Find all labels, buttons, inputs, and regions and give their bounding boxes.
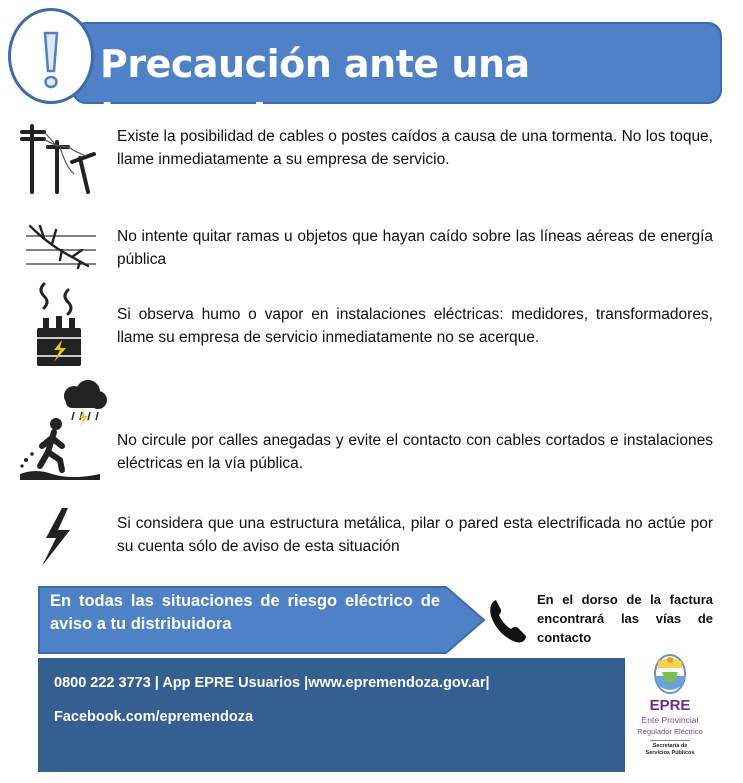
logo-divider: [650, 740, 690, 741]
phone-icon: [488, 598, 528, 644]
fallen-branch-icon: [22, 220, 98, 270]
epre-logo: [628, 650, 718, 770]
lightning-bolt-icon: [36, 506, 76, 568]
safety-item-text: Existe la posibilidad de cables o postes caídos a causa de una tormenta. No los toque, llame inmediatamente a su empresa de servicio.: [117, 128, 713, 168]
person-in-flood-storm-icon: [16, 380, 108, 484]
shield-emblem-icon: [652, 652, 688, 696]
contact-note: En el dorso de la factura encontrará las vías de contacto: [537, 592, 713, 645]
exclamation-icon: [11, 11, 91, 101]
page-title: Precaución ante una tormenta: [100, 42, 530, 138]
logo-subtitle: Ente Provincial: [641, 715, 699, 725]
safety-item-text: Si observa humo o vapor en instalaciones eléctricas: medidores, transformadores, llame su empresa de servicio inmediatamente no se acerque.: [117, 306, 713, 346]
logo-name: EPRE: [649, 697, 691, 714]
warning-badge: [8, 8, 94, 104]
safety-item-text: No intente quitar ramas u objetos que hayan caído sobre las líneas aéreas de energía pública: [117, 228, 713, 268]
utility-poles-icon: [16, 122, 106, 196]
logo-subtitle: Regulador Eléctrico: [637, 727, 703, 736]
logo-secretariat: Secretaría de: [652, 743, 688, 749]
safety-item-text: No circule por calles anegadas y evite el contacto con cables cortados e instalaciones eléctricas en la vía pública.: [117, 432, 713, 472]
facebook-link[interactable]: Facebook.com/epremendoza: [54, 709, 254, 725]
callout-text: En todas las situaciones de riesgo eléctrico de aviso a tu distribuidora: [50, 592, 440, 633]
logo-secretariat: Servicios Públicos: [645, 750, 695, 756]
safety-item-text: Si considera que una estructura metálica, pilar o pared esta electrificada no actúe por su cuenta sólo de aviso de esta situación: [117, 515, 713, 555]
smoking-transformer-icon: [34, 282, 84, 372]
contact-info-line: 0800 222 3773 | App EPRE Usuarios |www.epremendoza.gov.ar|: [54, 675, 490, 691]
